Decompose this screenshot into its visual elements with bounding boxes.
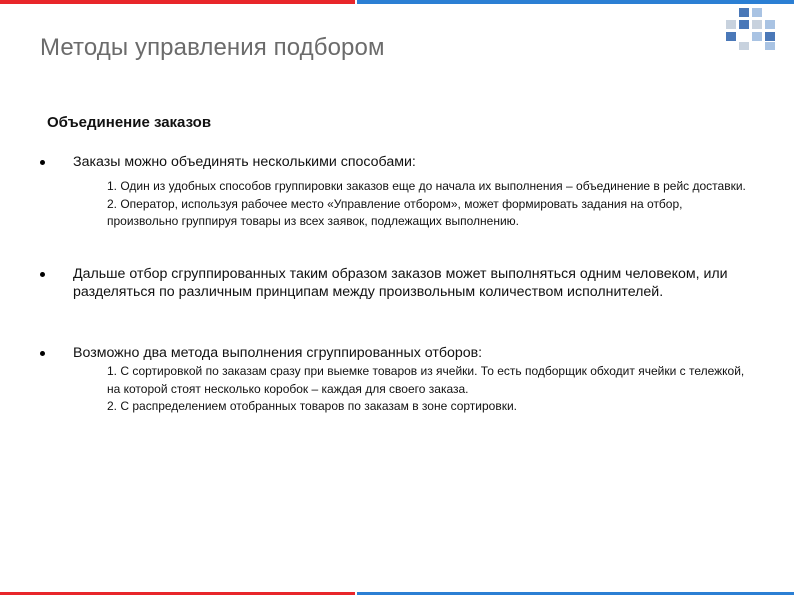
logo-block xyxy=(752,32,762,41)
slide-subtitle: Объединение заказов xyxy=(47,114,212,131)
sub-list xyxy=(107,178,747,231)
bullet-text: Заказы можно объединять несколькими способами: xyxy=(73,154,416,170)
bullet-dot xyxy=(40,351,45,356)
logo-block xyxy=(726,20,736,29)
sub-item: 2. С распределением отобранных товаров по заказам в зоне сортировки. xyxy=(107,399,518,413)
logo-block xyxy=(765,32,775,41)
logo-block xyxy=(739,20,749,29)
sub-item: 1. Один из удобных способов группировки заказов еще до начала их выполнения – объединение в рейс доставки. xyxy=(107,179,746,193)
sub-item: 1. С сортировкой по заказам сразу при выемке товаров из ячейки. То есть подборщик обходит ячейки с тележкой, на которой стоят несколько коробок – каждая для своего заказа. xyxy=(107,364,745,396)
top-accent-bar xyxy=(0,0,794,4)
blocks-logo-icon xyxy=(722,7,786,51)
sub-list xyxy=(107,363,747,416)
logo-block xyxy=(752,20,762,29)
bullet-text: Дальше отбор сгруппированных таким образом заказов может выполняться одним человеком, или разделяться по различным принципам между произвольным количеством исполнителей. xyxy=(73,266,728,300)
bullet-dot xyxy=(40,160,45,165)
logo-block xyxy=(739,8,749,17)
logo-block xyxy=(726,32,736,41)
logo-block xyxy=(765,20,775,29)
logo-block xyxy=(739,42,749,50)
slide-title: Методы управления подбором xyxy=(40,34,385,61)
top-accent-red xyxy=(0,0,355,4)
logo-block xyxy=(765,42,775,50)
bullet-text: Возможно два метода выполнения сгруппированных отборов: xyxy=(73,345,483,361)
bullet-dot xyxy=(40,272,45,277)
sub-item: 2. Оператор, используя рабочее место «Управление отбором», может формировать задания на отбор, произвольно группируя товары из всех заявок, подлежащих выполнению. xyxy=(107,196,683,228)
logo-block xyxy=(752,8,762,17)
top-accent-blue xyxy=(357,0,794,4)
